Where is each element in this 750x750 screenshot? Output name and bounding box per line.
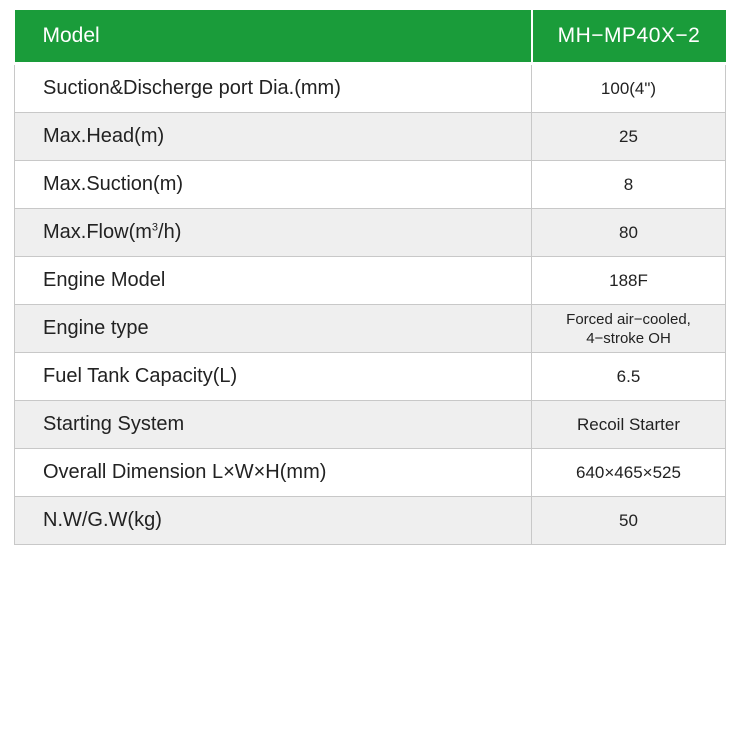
header-model-value: MH−MP40X−2 — [532, 10, 726, 64]
table-row — [15, 305, 726, 353]
table-row — [15, 161, 726, 209]
table-row — [15, 353, 726, 401]
spec-label-engine-model: Engine Model — [15, 257, 532, 305]
table-row — [15, 64, 726, 113]
spec-label-max-flow — [15, 209, 532, 257]
spec-label-max-head: Max.Head(m) — [15, 113, 532, 161]
spec-value-max-flow: 80 — [532, 209, 726, 257]
spec-label-port-dia: Suction&Discherge port Dia.(mm) — [15, 64, 532, 113]
spec-value-overall-dimension: 640×465×525 — [532, 449, 726, 497]
spec-value-weight: 50 — [532, 497, 726, 545]
spec-label-fuel-tank: Fuel Tank Capacity(L) — [15, 353, 532, 401]
spec-value-engine-model: 188F — [532, 257, 726, 305]
spec-value-max-head: 25 — [532, 113, 726, 161]
max-flow-label-sup: 3 — [151, 221, 159, 234]
table-row — [15, 209, 726, 257]
spec-label-starting-system: Starting System — [15, 401, 532, 449]
spec-label-overall-dimension: Overall Dimension L×W×H(mm) — [15, 449, 532, 497]
table-row — [15, 497, 726, 545]
spec-value-starting-system: Recoil Starter — [532, 401, 726, 449]
spec-label-weight: N.W/G.W(kg) — [15, 497, 532, 545]
spec-value-max-suction: 8 — [532, 161, 726, 209]
table-row — [15, 113, 726, 161]
table-row — [15, 449, 726, 497]
engine-type-line-2: 4−stroke OH — [586, 329, 671, 347]
max-flow-label-pre: Max.Flow(m — [43, 221, 152, 243]
engine-type-line-1: Forced air−cooled, — [566, 310, 691, 328]
spec-value-fuel-tank: 6.5 — [532, 353, 726, 401]
spec-label-engine-type: Engine type — [15, 305, 532, 353]
spec-table — [14, 10, 726, 545]
table-row — [15, 401, 726, 449]
header-label: Model — [15, 10, 532, 64]
spec-value-port-dia: 100(4") — [532, 64, 726, 113]
table-row — [15, 257, 726, 305]
spec-label-max-suction: Max.Suction(m) — [15, 161, 532, 209]
header-row — [15, 10, 726, 64]
spec-value-engine-type — [532, 305, 726, 353]
max-flow-label-post: /h) — [158, 221, 182, 243]
